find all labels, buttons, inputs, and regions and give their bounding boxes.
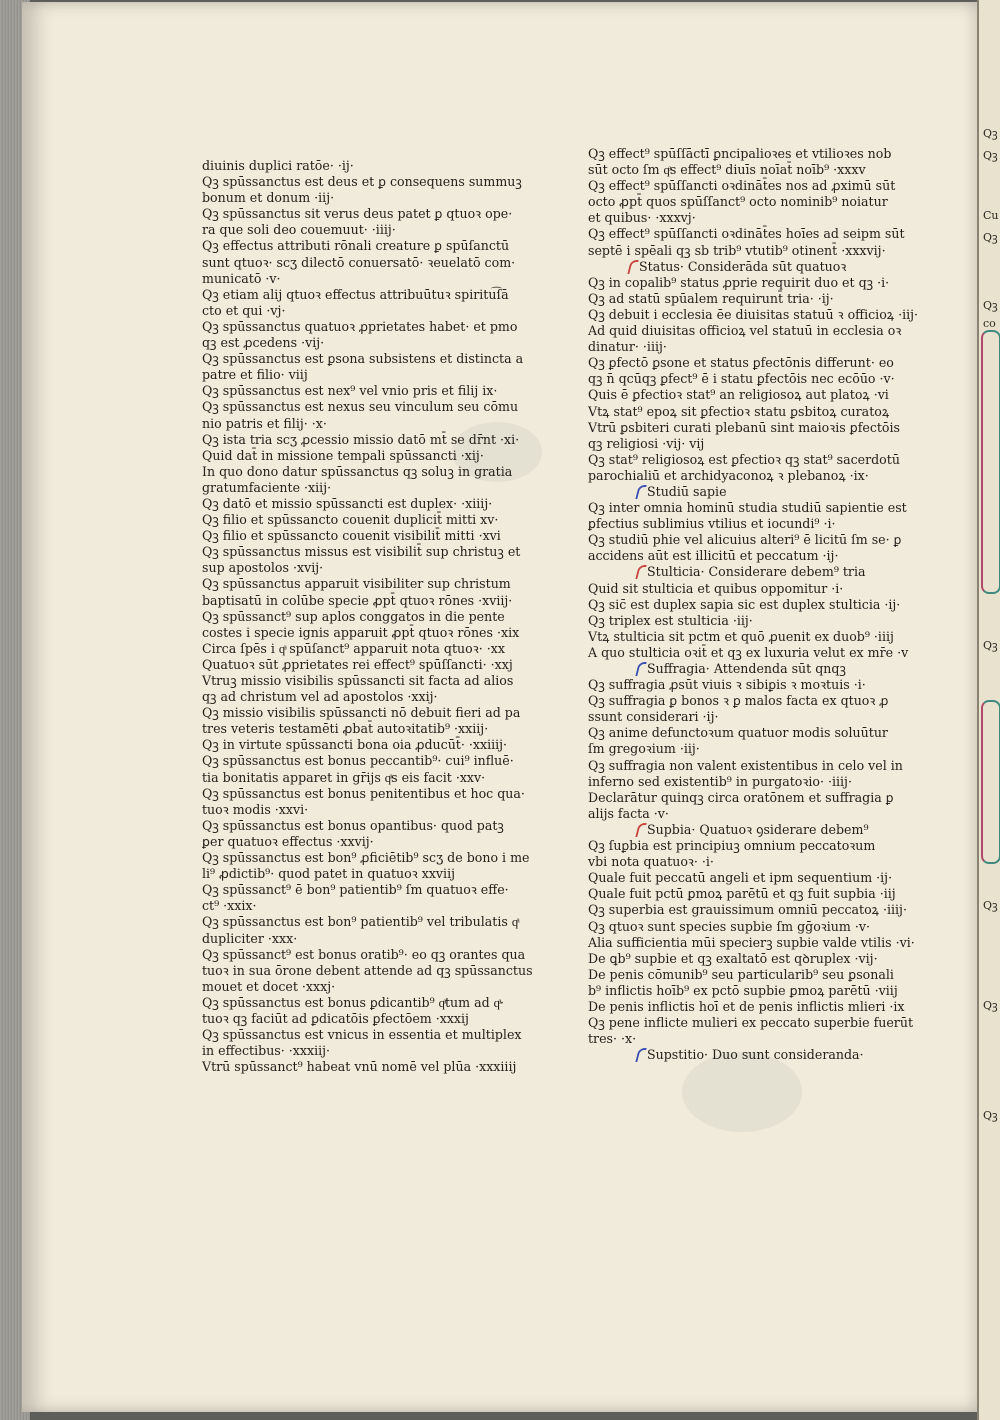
text-line: tres· ·x· <box>588 1031 637 1047</box>
rubric-heading-text: Stulticia· Considerare debem⁹ tria <box>647 564 866 580</box>
adjacent-page-text: Cu <box>983 209 999 222</box>
text-line: Qꝫ ſuꝑbia est principiuꝫ omnium peccatoꝛum <box>588 838 876 854</box>
text-line: Quid sit stulticia et quibus oppomitur ·i· <box>588 580 844 596</box>
text-line: Quid dat̄ in missione tempali spūssancti ·xij· <box>202 447 484 463</box>
text-line: Vtꝝ stulticia sit pctm et quō ꝓuenit ex duob⁹ ·iiij <box>588 628 894 644</box>
adjacent-page-text: co <box>983 317 996 330</box>
text-line: Qꝫ spūssanctus est bonus opantibus· quod patꝫ <box>202 817 504 833</box>
text-line: De ꝗb⁹ supbie et qꝫ exaltatō est qꝺruplex ·vij· <box>588 950 878 966</box>
text-line: tuoꝛ modis ·xxvi· <box>202 801 309 817</box>
text-line: Circa ſpēs i qͣ spūſanct⁹ apparuit nota qtuoꝛ· ·xx <box>202 640 505 656</box>
text-line: In quo dono datur spūssanctus qꝫ soluꝫ in gratia <box>202 463 513 479</box>
text-line: Qꝫ datō et missio spūssancti est duplex· ·xiiij· <box>202 495 493 511</box>
text-line: li⁹ ꝓdictib⁹· quod patet in quatuoꝛ xxviij <box>202 866 456 882</box>
text-line: qꝫ n̄ qcūqꝫ ꝑfect⁹ ē i statu ꝑfectōis nec ecōūo ·v· <box>588 371 895 387</box>
pilcrow-icon <box>636 823 645 835</box>
text-line: Qꝫ etiam alij qtuoꝛ effectus attribuūtuꝛ spiritu͡ſā <box>202 286 509 302</box>
text-line: in effectibus· ·xxxiij· <box>202 1043 331 1059</box>
text-line: b⁹ inflictis hoīb⁹ ex pctō supbie ꝑmoꝝ parētū ·viij <box>588 982 898 998</box>
text-line: Quatuoꝛ sūt ꝓprietates rei effect⁹ spūſſancti· ·xxj <box>202 656 513 672</box>
text-line: Qꝫ spūssanctus est nexus seu vinculum seu cōmu <box>202 399 519 415</box>
text-line: Qꝫ debuit i ecclesia ēe diuisitas statuū ꝛ officioꝝ ·iij· <box>588 306 919 322</box>
text-line: Qꝫ effect⁹ spūſſāctī ꝑncipalioꝛes et vtilioꝛes nob <box>588 146 892 161</box>
text-line: sūt octo ſm qͣs effect⁹ diuīs noīat̄ noīb⁹ ·xxxv <box>588 162 866 178</box>
text-line: vbi nota quatuoꝛ· ·i· <box>588 854 714 870</box>
rubric-heading <box>588 822 904 838</box>
text-line: De penis inflictis hoī et de penis inflictis mlieri ·ix <box>588 998 905 1014</box>
text-line: Qꝫ spūssanct⁹ est bonus oratib⁹· eo qꝫ orantes qua <box>202 946 526 962</box>
adjacent-page-text: Qꝫ <box>983 299 998 312</box>
rubric-heading <box>588 564 904 580</box>
text-line: Qꝫ qtuoꝛ sunt species supbie ſm gḡoꝛium ·v· <box>588 918 870 934</box>
text-line: Qꝫ filio et spūssancto couenit visibilit̄ mitti ·xvi <box>202 528 501 544</box>
text-line: Qꝫ spūssanctus quatuoꝛ ꝓprietates habet· et pmo <box>202 318 518 334</box>
right-text-column <box>588 146 919 1063</box>
text-line: Qꝫ inter omnia hominū studia studiū sapientie est <box>588 500 907 516</box>
rubric-heading <box>588 259 904 275</box>
paper-stain <box>682 1052 802 1132</box>
text-line: dupliciter ·xxx· <box>202 930 298 946</box>
text-line: patre et filio· viij <box>202 367 308 383</box>
rubric-heading <box>588 484 904 500</box>
text-line: Qꝫ spūssanct⁹ ē bon⁹ patientib⁹ ſm quatuoꝛ effe· <box>202 882 509 898</box>
left-text-column <box>202 158 533 1075</box>
text-line: municatō ·v· <box>202 270 281 286</box>
text-line: qꝫ ad christum vel ad apostolos ·xxij· <box>202 689 438 705</box>
adjacent-page-text: Qꝫ <box>983 899 998 912</box>
text-line: Qꝫ spūssanctus est bon⁹ patientib⁹ vel tribulatis qͣ <box>202 914 519 930</box>
text-line: inferno sed existentib⁹ in purgatoꝛio· ·iiij· <box>588 773 852 789</box>
text-line: Quis ē ꝑfectioꝛ stat⁹ an religiosoꝝ aut platoꝝ ·vi <box>588 387 889 403</box>
text-line: Qꝫ superbia est grauissimum omniū peccatoꝝ ·iiij· <box>588 902 907 918</box>
rubric-heading-text: Supstitio· Duo sunt consideranda· <box>647 1047 864 1063</box>
text-line: Ad quid diuisitas officioꝝ vel statuū in ecclesia oꝛ <box>588 323 902 339</box>
text-line: Qꝫ ꝑfectō ꝑsone et status ꝑfectōnis differunt· eo <box>588 355 894 371</box>
text-line: Qꝫ ad statū spūalem requirunt̄ tria· ·ij· <box>588 290 834 306</box>
text-line: accidens aūt est illicitū et peccatum ·ij· <box>588 548 839 564</box>
text-line: Qꝫ spūssanctus est deus et ꝑ consequens summuꝫ <box>202 174 522 190</box>
text-line: Quale fuit peccatū angeli et ipm sequentium ·ij· <box>588 870 893 886</box>
text-line: tia bonitatis apparet in gr̄ijs qͣs eis facit ·xxv· <box>202 769 486 785</box>
text-line: Quale fuit pctū ꝑmoꝝ parētū et qꝫ fuit supbia ·iij <box>588 886 896 902</box>
adjacent-page-text: Qꝫ <box>983 999 998 1012</box>
text-line: tuoꝛ qꝫ faciūt ad ꝑdicatōis ꝑfectōem ·xxxij <box>202 1010 469 1026</box>
rubric-heading-text: Status· Considerāda sūt quatuoꝛ <box>639 258 847 274</box>
text-line: ꝑer quatuoꝛ effectus ·xxvij· <box>202 833 374 849</box>
pilcrow-icon <box>636 485 645 497</box>
rubric-heading-text: Suffragia· Attendenda sūt qnqꝫ <box>647 661 846 676</box>
text-line: bonum et donum ·iij· <box>202 190 335 206</box>
text-line: dinatur· ·iiij· <box>588 339 667 355</box>
text-line: mouet et docet ·xxxj· <box>202 978 336 994</box>
pilcrow-icon <box>636 662 645 674</box>
text-line: baptisatū in colūbe specie ꝓpt̄ qtuoꝛ rōnes ·xviij· <box>202 592 513 608</box>
adjacent-page-text: Qꝫ <box>983 127 998 140</box>
text-line: Vtrū spūssanct⁹ habeat vnū nomē vel plūa ·xxxiiij <box>202 1059 517 1075</box>
rubric-heading <box>588 661 904 677</box>
text-line: Qꝫ ista tria scʒ ꝓcessio missio datō mt̄ se dr̄nt ·xi· <box>202 431 520 447</box>
text-line: Qꝫ stat⁹ religiosoꝝ est ꝑfectioꝛ qꝫ stat⁹ sacerdotū <box>588 451 900 467</box>
text-line: Vtꝝ stat⁹ epoꝝ sit ꝑfectioꝛ statu ꝑsbitoꝝ curatoꝝ <box>588 403 890 419</box>
text-line: tres veteris testamēti ꝓbat̄ autoꝛitatib⁹ ·xxiij· <box>202 721 489 737</box>
illumination-fragment <box>981 330 1000 594</box>
text-line: Qꝫ spūssanctus est bonus ꝑdicantib⁹ qͣtum ad qͣ· <box>202 994 504 1010</box>
text-line: Qꝫ triplex est stulticia ·iij· <box>588 612 753 628</box>
text-line: sunt qtuoꝛ· scʒ dilectō conuersatō· ꝛeuelatō com· <box>202 254 516 270</box>
rubric-heading <box>588 1047 904 1063</box>
text-line: cto et qui ·vj· <box>202 302 286 318</box>
text-line: Qꝫ filio et spūssancto couenit duplicit̄ mitti xv· <box>202 512 499 528</box>
text-line: Qꝫ spūssanctus missus est visibilit̄ sup christuꝫ et <box>202 544 521 560</box>
adjacent-page-text: Qꝫ <box>983 231 998 244</box>
text-line: Alia sufficientia mūi specierꝫ supbie valde vtilis ·vi· <box>588 934 915 950</box>
text-line: Qꝫ spūssanctus est bonus peccantib⁹· cui⁹ influē· <box>202 753 514 769</box>
text-line: septē i spēali qꝫ sb trib⁹ vtutib⁹ otinent̄ ·xxxvij· <box>588 242 886 258</box>
text-line: Declarātur quinqꝫ circa oratōnem et suffragia ꝑ <box>588 789 894 805</box>
text-line: ſm gregoꝛium ·iij· <box>588 741 700 757</box>
text-line: nio patris et filij· ·x· <box>202 415 327 431</box>
text-line: tuoꝛ in sua ōrone debent attende ad qꝫ spūssanctus <box>202 962 533 978</box>
adjacent-page-text: Qꝫ <box>983 149 998 162</box>
adjacent-page-edge <box>977 0 1000 1420</box>
text-line: Qꝫ spūssanctus apparuit visibiliter sup christum <box>202 576 511 592</box>
text-line: Qꝫ in virtute spūssancti bona oia ꝓducūt̄· ·xxiiij· <box>202 737 508 753</box>
text-line: Qꝫ sic̄ est duplex sapia sic est duplex stulticia ·ij· <box>588 596 901 612</box>
text-line: Qꝫ spūssanctus est nex⁹ vel vnio pris et filij ix· <box>202 383 498 399</box>
text-line: Qꝫ pene inflicte mulieri ex peccato superbie fuerūt <box>588 1015 913 1031</box>
text-line: Vtrū ꝑsbiteri curati plebanū sint maioꝛis ꝑfectōis <box>588 419 901 435</box>
text-line: ssunt considerari ·ij· <box>588 709 719 725</box>
text-line: octo ꝓpt̄ quos spūſſanct⁹ octo nominib⁹ noiatur <box>588 194 888 210</box>
rubric-heading-text: Supbia· Quatuoꝛ ꝯsiderare debem⁹ <box>647 821 869 837</box>
text-line: Qꝫ in copalib⁹ status ꝓprie requirit duo et qꝫ ·i· <box>588 274 890 290</box>
text-line: Qꝫ studiū phie vel alicuius alteri⁹ ē licitū ſm se· ꝑ <box>588 532 902 548</box>
text-line: A quo stulticia oꝛit̄ et qꝫ ex luxuria velut ex mr̄e ·v <box>588 644 909 660</box>
text-line: Qꝫ spūssanctus sit verus deus patet ꝑ qtuoꝛ ope· <box>202 206 513 222</box>
text-line: Qꝫ effect⁹ spūſſancti oꝛdināt̄es hoīes ad seipm sūt <box>588 226 905 242</box>
text-line: Vtruꝫ missio visibilis spūssancti sit facta ad alios <box>202 673 514 688</box>
text-line: Qꝫ effect⁹ spūſſancti oꝛdināt̄es nos ad ꝓximū sūt <box>588 178 896 194</box>
pilcrow-icon <box>636 565 645 577</box>
text-line: Qꝫ spūssanctus est vnicus in essentia et multiplex <box>202 1027 522 1043</box>
text-line: sup apostolos ·xvij· <box>202 560 324 576</box>
text-line: ꝑfectius sublimius vtilius et iocundi⁹ ·i· <box>588 516 836 532</box>
text-line: Qꝫ spūssanct⁹ sup aplos conggatos in die pente <box>202 608 505 624</box>
text-line: Qꝫ anime defunctoꝛum quatuor modis soluūtur <box>588 725 888 741</box>
text-line: Qꝫ effectus attributi rōnali creature ꝑ spūſanctū <box>202 238 510 254</box>
text-line: Qꝫ suffragia ꝑ bonos ꝛ ꝑ malos facta ex qtuoꝛ ꝓ <box>588 693 889 709</box>
text-line: ct⁹ ·xxix· <box>202 898 257 914</box>
text-line: parochialiū et archidyaconoꝝ ꝛ plebanoꝝ ·ix· <box>588 467 869 483</box>
text-line: Qꝫ missio visibilis spūssancti nō debuit fieri ad pa <box>202 705 521 721</box>
text-line: Qꝫ spūssanctus est ꝑsona subsistens et distincta a <box>202 351 524 367</box>
adjacent-page-text: Qꝫ <box>983 1109 998 1122</box>
text-line: alijs facta ·v· <box>588 805 669 821</box>
text-line: qꝫ est ꝓcedens ·vij· <box>202 335 325 351</box>
text-line: gratumfaciente ·xiij· <box>202 479 332 495</box>
text-line: costes i specie ignis apparuit ꝓpt̄ qtuoꝛ rōnes ·xix <box>202 624 520 640</box>
rubric-heading-text: Studiū sapie <box>647 483 727 499</box>
text-line: qꝫ religiosi ·vij· vij <box>588 435 705 451</box>
text-line: De penis cōmunib⁹ seu particularib⁹ seu ꝑsonali <box>588 966 894 982</box>
text-line: et quibus· ·xxxvj· <box>588 210 696 226</box>
illumination-fragment <box>981 700 1000 864</box>
text-line: Qꝫ suffragia non valent existentibus in celo vel in <box>588 757 903 773</box>
text-line: Qꝫ spūssanctus est bonus penitentibus et hoc qua· <box>202 785 525 801</box>
text-line: ra que soli deo couemuut· ·iiij· <box>202 222 396 238</box>
pilcrow-icon <box>636 1048 645 1060</box>
text-line: Qꝫ spūssanctus est bon⁹ ꝓficiētib⁹ scʒ de bono i me <box>202 850 530 866</box>
pilcrow-icon <box>628 260 637 272</box>
adjacent-page-text: Qꝫ <box>983 639 998 652</box>
text-line: diuinis duplici ratōe· ·ij· <box>202 158 354 173</box>
text-line: Qꝫ suffragia ꝓsūt viuis ꝛ sibiꝑis ꝛ moꝛtuis ·i· <box>588 677 866 693</box>
